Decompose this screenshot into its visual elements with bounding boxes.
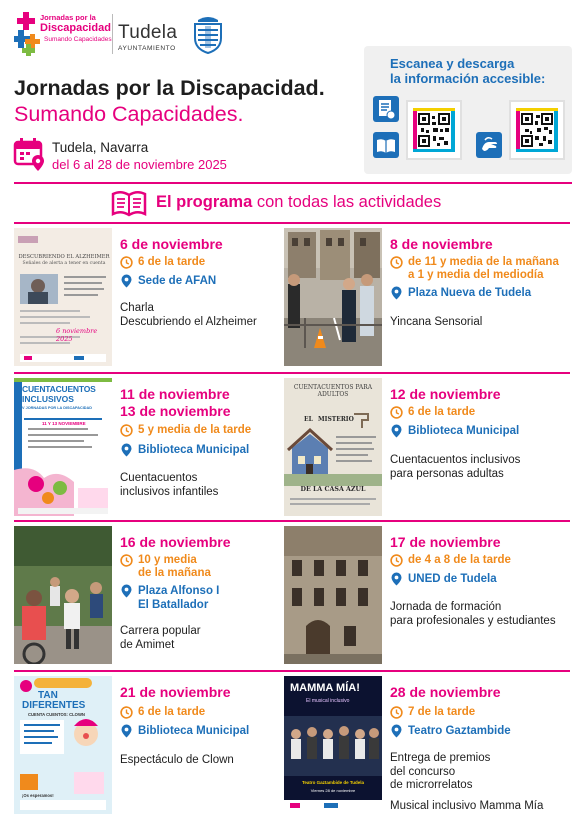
event-date: 12 de noviembre xyxy=(390,386,501,402)
clock-icon xyxy=(120,706,133,719)
event-time: 6 de la tarde xyxy=(138,256,206,268)
tudela-logo-name: Tudela xyxy=(118,22,178,43)
qr-title: Escanea y descarga la información accesible: xyxy=(390,56,546,86)
poster-heading: DESCUBRIENDO EL ALZHEIMER xyxy=(18,254,110,260)
poster-subheading: El musical inclusivo xyxy=(306,698,350,704)
jornadas-logo xyxy=(14,10,112,60)
event-card xyxy=(14,222,300,366)
event-dates: del 6 al 28 de noviembre 2025 xyxy=(52,157,227,172)
event-card xyxy=(14,372,300,516)
event-city: Tudela, Navarra xyxy=(52,140,149,155)
event-description: Cuentacuentos inclusivos para personas adultas xyxy=(390,454,521,480)
coat-of-arms-icon xyxy=(192,16,224,54)
clock-icon xyxy=(120,256,133,269)
page-subtitle: Sumando Capacidades. xyxy=(14,102,244,126)
poster-venue: Teatro Gaztambide de Tudela xyxy=(301,780,365,785)
event-time: 10 y media de la mañana xyxy=(138,554,211,579)
event-card xyxy=(284,372,570,516)
event-divider xyxy=(14,670,300,672)
event-card xyxy=(14,520,300,664)
event-photo-uned xyxy=(284,526,382,664)
clock-icon xyxy=(390,406,403,419)
event-venue: Plaza Alfonso I El Batallador xyxy=(138,585,220,611)
event-poster-cuentacuentos-infantil xyxy=(14,378,112,516)
puzzle-plus-icon xyxy=(14,12,42,56)
event-description: Yincana Sensorial xyxy=(390,316,483,328)
event-time: de 11 y media de la mañana a 1 y media del mediodía xyxy=(408,256,559,281)
poster-date: 6 noviembre 2025 xyxy=(56,327,98,343)
event-date: 21 de noviembre xyxy=(120,684,231,700)
event-time: 7 de la tarde xyxy=(408,706,476,718)
event-divider xyxy=(284,222,570,224)
poster-title: CUENTACUENTOS xyxy=(22,384,96,394)
poster-title: TAN xyxy=(38,690,58,701)
poster-footer: ¡Os esperamos! xyxy=(22,793,54,798)
event-venue: UNED de Tudela xyxy=(408,573,497,585)
event-card xyxy=(284,222,570,366)
event-divider xyxy=(284,372,570,374)
poster-subheading: CUENTA CUENTOS: CLOWN xyxy=(28,712,85,717)
event-photo-yincana xyxy=(284,228,382,366)
event-card xyxy=(284,520,570,664)
programa-heading: El programa con todas las actividades xyxy=(156,193,442,211)
poster-title: INCLUSIVOS xyxy=(22,394,74,404)
event-time: 6 de la tarde xyxy=(408,406,476,418)
event-date: 8 de noviembre xyxy=(390,236,493,252)
poster-dates: 11 Y 13 NOVIEMBRE xyxy=(42,421,86,426)
header-divider xyxy=(112,14,113,54)
event-divider xyxy=(14,222,300,224)
poster-title: DIFERENTES xyxy=(22,700,86,711)
event-venue: Biblioteca Municipal xyxy=(408,425,520,437)
easy-read-document-icon xyxy=(373,96,399,122)
poster-date: Viernes 28 de noviembre xyxy=(310,788,356,793)
event-description: Charla Descubriendo el Alzheimer xyxy=(120,302,257,328)
easy-read-book-icon xyxy=(373,132,399,158)
event-card xyxy=(284,670,570,814)
event-date: 28 de noviembre xyxy=(390,684,501,700)
clock-icon xyxy=(390,706,403,719)
event-time: 5 y media de la tarde xyxy=(138,424,252,436)
event-venue: Plaza Nueva de Tudela xyxy=(408,287,532,299)
event-venue: Biblioteca Municipal xyxy=(138,725,250,737)
logo-line2: Discapacidad xyxy=(40,22,111,34)
location-pin-icon xyxy=(121,274,132,288)
event-date: 13 de noviembre xyxy=(120,403,231,419)
location-pin-icon xyxy=(391,572,402,586)
qr-code-sign-language[interactable] xyxy=(509,100,565,160)
location-pin-icon xyxy=(121,443,132,457)
clock-icon xyxy=(390,256,403,269)
poster-subheading: Señales de alerta a tener en cuenta xyxy=(22,261,106,266)
location-pin-icon xyxy=(391,286,402,300)
event-photo-carrera xyxy=(14,526,112,664)
calendar-location-icon xyxy=(13,137,47,171)
event-divider xyxy=(284,520,570,522)
event-poster-cuentacuentos-adultos xyxy=(284,378,382,516)
open-book-icon xyxy=(110,189,148,217)
location-pin-icon xyxy=(121,584,132,598)
event-divider xyxy=(14,520,300,522)
poster-title: EL xyxy=(304,416,313,423)
clock-icon xyxy=(390,554,403,567)
event-venue: Teatro Gaztambide xyxy=(408,725,511,737)
event-description: Jornada de formación para profesionales y estudiantes xyxy=(390,601,556,627)
qr-download-box xyxy=(364,46,572,174)
page-title: Jornadas por la Discapacidad. xyxy=(14,76,325,100)
event-description: Carrera popular de Amimet xyxy=(120,625,201,651)
section-divider xyxy=(14,182,572,184)
event-venue: Biblioteca Municipal xyxy=(138,444,250,456)
location-pin-icon xyxy=(391,724,402,738)
poster-subheading: V JORNADAS POR LA DISCAPACIDAD xyxy=(22,406,93,410)
qr-code-easy-read[interactable] xyxy=(406,100,462,160)
poster-title: MISTERIO xyxy=(318,416,354,423)
poster-bottom-title: DE LA CASA AZUL xyxy=(300,486,366,493)
event-divider xyxy=(14,372,300,374)
event-card xyxy=(14,670,300,814)
event-time: de 4 a 8 de la tarde xyxy=(408,554,511,566)
event-divider xyxy=(284,670,570,672)
tudela-logo xyxy=(118,16,228,56)
event-description: Espectáculo de Clown xyxy=(120,754,234,766)
sign-language-icon xyxy=(476,132,502,158)
event-description: Cuentacuentos inclusivos infantiles xyxy=(120,472,219,498)
location-pin-icon xyxy=(121,724,132,738)
poster-title: MAMMA MÍA! xyxy=(290,682,360,694)
location-pin-icon xyxy=(391,424,402,438)
event-time: 6 de la tarde xyxy=(138,706,206,718)
event-poster-alzheimer xyxy=(14,228,112,366)
event-date: 17 de noviembre xyxy=(390,534,501,550)
tudela-logo-sub: AYUNTAMIENTO xyxy=(118,45,176,52)
clock-icon xyxy=(120,554,133,567)
event-date: 16 de noviembre xyxy=(120,534,231,550)
clock-icon xyxy=(120,424,133,437)
poster-title: CUENTACUENTOS PARA ADULTOS xyxy=(293,384,373,398)
event-date: 6 de noviembre xyxy=(120,236,223,252)
event-date: 11 de noviembre xyxy=(120,386,230,402)
event-description: Entrega de premios del concurso de microrrelatos Musical inclusivo Mamma Mía xyxy=(390,752,544,812)
logo-line1: Jornadas por la xyxy=(40,13,96,22)
event-venue: Sede de AFAN xyxy=(138,275,217,287)
logo-line3: Sumando Capacidades xyxy=(44,36,112,43)
event-poster-clown xyxy=(14,676,112,814)
event-poster-mamma-mia xyxy=(284,676,382,814)
